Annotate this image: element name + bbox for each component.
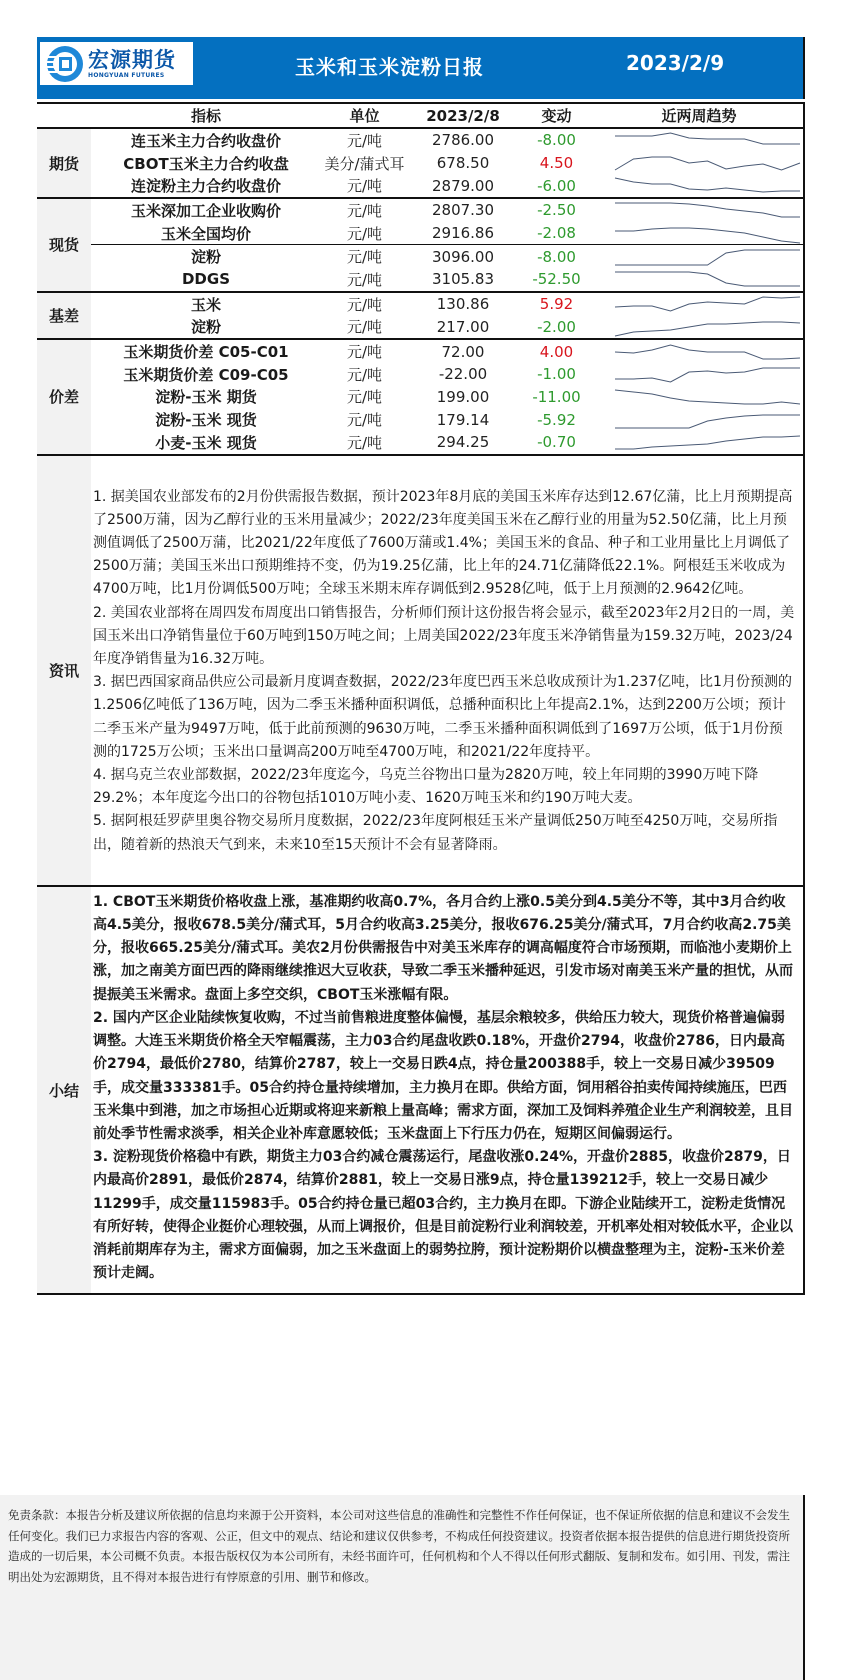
change-value: -11.00 [532, 387, 581, 406]
info-paragraph: 3. 据巴西国家商品供应公司最新月度调查数据，2022/23年度巴西玉米总收成预计为1.237亿吨，比1月份预测的1.2506亿吨低了136万吨，因为二季玉米播种面积调低，总播种面积比上年提高2.1%，达到2200万公顷；预计二季玉米产量为9497万吨，低于此前预测的9630万吨，二季玉米播种面积调低到了1697万公顷，低于1月份预测的1725万公顷；玉米出口量调高200万吨至4700万吨，和2021/22年度持平。 [93, 674, 792, 760]
indicator-name: 玉米期货价差 C09-C05 [123, 365, 289, 384]
indicator-name: 淀粉 [190, 318, 221, 337]
sparkline-chart [595, 409, 803, 431]
table-row [91, 363, 803, 386]
info-section [37, 456, 805, 887]
report-date: 2023/2/9 [626, 51, 725, 75]
sparkline-chart [595, 431, 803, 453]
table-row [91, 431, 803, 454]
table-row [91, 340, 803, 363]
trend-sparkline [595, 152, 803, 174]
unit: 元/吨 [346, 411, 383, 430]
unit: 美分/蒲式耳 [324, 154, 405, 173]
group-label: 期货 [37, 129, 91, 197]
value: 3105.83 [431, 270, 495, 289]
header-value-date: 2023/2/8 [426, 106, 500, 125]
market-data-table [37, 102, 805, 1295]
unit: 元/吨 [346, 343, 383, 362]
report-title: 玉米和玉米淀粉日报 [295, 55, 484, 79]
value: 294.25 [436, 433, 490, 452]
table-row [91, 268, 803, 291]
info-paragraph: 5. 据阿根廷罗萨里奥谷物交易所月度数据，2022/23年度阿根廷玉米产量调低250万吨至4250万吨，交易所指出，随着新的热浪天气到来，未来10至15天预计不会有显著降雨。 [93, 813, 778, 853]
unit: 元/吨 [346, 224, 383, 243]
trend-sparkline [595, 293, 803, 315]
indicator-name: 淀粉 [190, 248, 221, 267]
table-row [91, 174, 803, 197]
sparkline-chart [595, 129, 803, 151]
unit: 元/吨 [346, 131, 383, 150]
change-value: 5.92 [539, 295, 574, 314]
change-value: -52.50 [532, 270, 581, 289]
header-unit: 单位 [349, 107, 380, 125]
logo-english-name: HONGYUAN FUTURES [88, 71, 165, 79]
info-label: 资讯 [37, 456, 91, 885]
sparkline-chart [595, 316, 803, 338]
value: 199.00 [436, 387, 490, 406]
value: 2786.00 [431, 131, 495, 150]
summary-section [37, 887, 805, 1295]
indicator-name: CBOT玉米主力合约收盘 [123, 154, 289, 173]
table-group [37, 129, 805, 199]
indicator-name: 连淀粉主力合约收盘价 [130, 177, 281, 196]
value: 2807.30 [431, 201, 495, 220]
indicator-name: 玉米深加工企业收购价 [130, 201, 281, 220]
table-row [91, 293, 803, 316]
indicator-name: 连玉米主力合约收盘价 [130, 131, 281, 150]
indicator-name: 玉米 [190, 295, 221, 314]
unit: 元/吨 [346, 388, 383, 407]
value: 217.00 [436, 317, 490, 336]
trend-sparkline [595, 409, 803, 431]
sparkline-chart [595, 363, 803, 385]
change-value: -2.00 [537, 317, 576, 336]
report-header [37, 37, 805, 99]
indicator-name: 玉米全国均价 [160, 224, 251, 243]
trend-sparkline [595, 175, 803, 197]
header-change: 变动 [541, 107, 572, 125]
indicator-name: 淀粉-玉米 期货 [155, 388, 257, 407]
summary-label: 小结 [37, 887, 91, 1293]
value: 179.14 [436, 410, 490, 429]
unit: 元/吨 [346, 270, 383, 289]
hongyuan-logo-icon [45, 44, 85, 84]
change-value: -5.92 [537, 410, 576, 429]
change-value: -6.00 [537, 176, 576, 195]
table-row [91, 129, 803, 152]
trend-sparkline [595, 316, 803, 338]
indicator-name: 淀粉-玉米 现货 [155, 411, 257, 430]
sparkline-chart [595, 222, 803, 244]
table-row [91, 152, 803, 175]
trend-sparkline [595, 341, 803, 363]
info-paragraph: 2. 美国农业部将在周四发布周度出口销售报告，分析师们预计这份报告将会显示，截至2023年2月2日的一周，美国玉米出口净销售量位于60万吨到150万吨之间；上周美国2022/23年度玉米净销售量为159.32万吨，2023/24年度净销售量为16.32万吨。 [93, 604, 795, 668]
indicator-name: 小麦-玉米 现货 [155, 433, 257, 452]
info-paragraph: 1. 据美国农业部发布的2月份供需报告数据，预计2023年8月底的美国玉米库存达到12.67亿蒲，比上月预期提高了2500万蒲，因为乙醇行业的玉米用量减少；2022/23年度美国玉米在乙醇行业的用量为52.50亿蒲，比上月预测值调低了2500万蒲，比2021/22年度低了7600万蒲或1.4%；美国玉米的食品、种子和工业用量比上月调低了2500万蒲；美国玉米出口预期维持不变，仍为19.25亿蒲，比上年的24.71亿蒲降低22.1%。阿根廷玉米收成为4700万吨，比1月份调低500万吨；全球玉米期末库存调低到2.9528亿吨，低于上月预测的2.9642亿吨。 [93, 488, 793, 598]
table-row [91, 386, 803, 409]
value: 678.50 [436, 154, 490, 173]
disclaimer-text: 免责条款：本报告分析及建议所依据的信息均来源于公开资料，本公司对这些信息的准确性和完整性不作任何保证，也不保证所依据的信息和建议不会发生任何变化。我们已力求报告内容的客观、公正，但文中的观点、结论和建议仅供参考，不构成任何投资建议。投资者依据本报告提供的信息进行期货投资所造成的一切后果，本公司概不负责。本报告版权仅为本公司所有，未经书面许可，任何机构和个人不得以任何形式翻版、复制和发布。如引用、刊发，需注明出处为宏源期货，且不得对本报告进行有悖原意的引用、删节和修改。 [0, 1495, 805, 1680]
change-value: -2.50 [537, 201, 576, 220]
company-logo [40, 42, 193, 85]
unit: 元/吨 [346, 433, 383, 452]
unit: 元/吨 [346, 295, 383, 314]
trend-sparkline [595, 268, 803, 290]
group-label: 价差 [37, 340, 91, 453]
info-text [91, 456, 803, 885]
info-paragraph: 4. 据乌克兰农业部数据，2022/23年度迄今，乌克兰谷物出口量为2820万吨，较上年同期的3990万吨下降29.2%；本年度迄今出口的谷物包括1010万吨小麦、1620万吨玉米和约190万吨大麦。 [93, 767, 759, 807]
table-body [37, 129, 805, 456]
header-trend: 近两周趋势 [661, 107, 737, 125]
value: 2916.86 [431, 224, 495, 243]
table-row [91, 408, 803, 431]
table-group [37, 293, 805, 340]
logo-chinese-name: 宏源期货 [88, 47, 176, 72]
value: 72.00 [441, 342, 485, 361]
table-group [37, 199, 805, 293]
sparkline-chart [595, 268, 803, 290]
sparkline-chart [595, 293, 803, 315]
sparkline-chart [595, 341, 803, 363]
change-value: 4.00 [539, 342, 574, 361]
trend-sparkline [595, 129, 803, 151]
value: 130.86 [436, 295, 490, 314]
indicator-name: DDGS [181, 270, 231, 289]
trend-sparkline [595, 431, 803, 453]
unit: 元/吨 [346, 318, 383, 337]
unit: 元/吨 [346, 365, 383, 384]
table-row [91, 222, 803, 245]
change-value: -8.00 [537, 247, 576, 266]
trend-sparkline [595, 363, 803, 385]
group-label: 现货 [37, 199, 91, 291]
unit: 元/吨 [346, 177, 383, 196]
unit: 元/吨 [346, 201, 383, 220]
sparkline-chart [595, 246, 803, 268]
trend-sparkline [595, 386, 803, 408]
sparkline-chart [595, 175, 803, 197]
table-group [37, 340, 805, 455]
table-row [91, 316, 803, 339]
trend-sparkline [595, 246, 803, 268]
summary-text [91, 887, 803, 1293]
value: -22.00 [438, 365, 488, 384]
trend-sparkline [595, 222, 803, 244]
value: 3096.00 [431, 247, 495, 266]
unit: 元/吨 [346, 248, 383, 267]
sparkline-chart [595, 386, 803, 408]
table-header-row [37, 104, 805, 129]
sparkline-chart [595, 152, 803, 174]
trend-sparkline [595, 199, 803, 221]
summary-paragraph: 3. 淀粉现货价格稳中有跌，期货主力03合约减仓震荡运行，尾盘收涨0.24%，开盘价2885，收盘价2879，日内最高价2891，最低价2874，结算价2881，较上一交易日涨9点，持仓量139212手，较上一交易日减少11299手，成交量115983手。05合约持仓量已超03合约，主力换月在即。下游企业陆续开工，淀粉走货情况有所好转，使得企业挺价心理较强，从而上调报价，但是目前淀粉行业利润较差，开机率处相对较低水平，企业以消耗前期库存为主，需求方面偏弱，加之玉米盘面上的弱势拉胯，预计淀粉期价以横盘整理为主，淀粉-玉米价差预计走阔。 [93, 1149, 793, 1282]
change-value: -2.08 [537, 224, 576, 243]
indicator-name: 玉米期货价差 C05-C01 [123, 343, 289, 362]
header-indicator: 指标 [190, 107, 221, 125]
change-value: -8.00 [537, 131, 576, 150]
change-value: -0.70 [537, 433, 576, 452]
group-label: 基差 [37, 293, 91, 338]
sparkline-chart [595, 199, 803, 221]
change-value: 4.50 [539, 154, 574, 173]
table-row [91, 244, 803, 268]
table-row [91, 199, 803, 222]
summary-paragraph: 1. CBOT玉米期货价格收盘上涨，基准期约收高0.7%，各月合约上涨0.5美分到4.5美分不等，其中3月合约收高4.5美分，报收678.5美分/蒲式耳，5月合约收高3.25美分，报收676.25美分/蒲式耳，7月合约收高2.75美分，报收665.25美分/蒲式耳。美农2月份供需报告中对美玉米库存的调高幅度符合市场预期，而临池小麦期价上涨，加之南美方面巴西的降雨继续推迟大豆收获，导致二季玉米播种延迟，引发市场对南美玉米产量的担忧，从而提振美玉米需求。盘面上多空交织，CBOT玉米涨幅有限。 [93, 893, 793, 1003]
summary-paragraph: 2. 国内产区企业陆续恢复收购，不过当前售粮进度整体偏慢，基层余粮较多，供给压力较大，现货价格普遍偏弱调整。大连玉米期货价格全天窄幅震荡，主力03合约尾盘收跌0.18%，开盘价2794，收盘价2786，日内最高价2794，最低价2780，结算价2787，较上一交易日跌4点，持仓量200388手，较上一交易日减少39509手，成交量333381手。05合约持仓量持续增加，主力换月在即。供给方面，饲用稻谷拍卖传闻持续施压，巴西玉米集中到港，加之市场担心近期或将迎来新粮上量高峰；需求方面，深加工及饲料养殖企业生产利润较差，且目前处季节性需求淡季，相关企业补库意愿较低；玉米盘面上下行压力仍在，短期区间偏弱运行。 [93, 1009, 793, 1142]
value: 2879.00 [431, 176, 495, 195]
change-value: -1.00 [537, 365, 576, 384]
